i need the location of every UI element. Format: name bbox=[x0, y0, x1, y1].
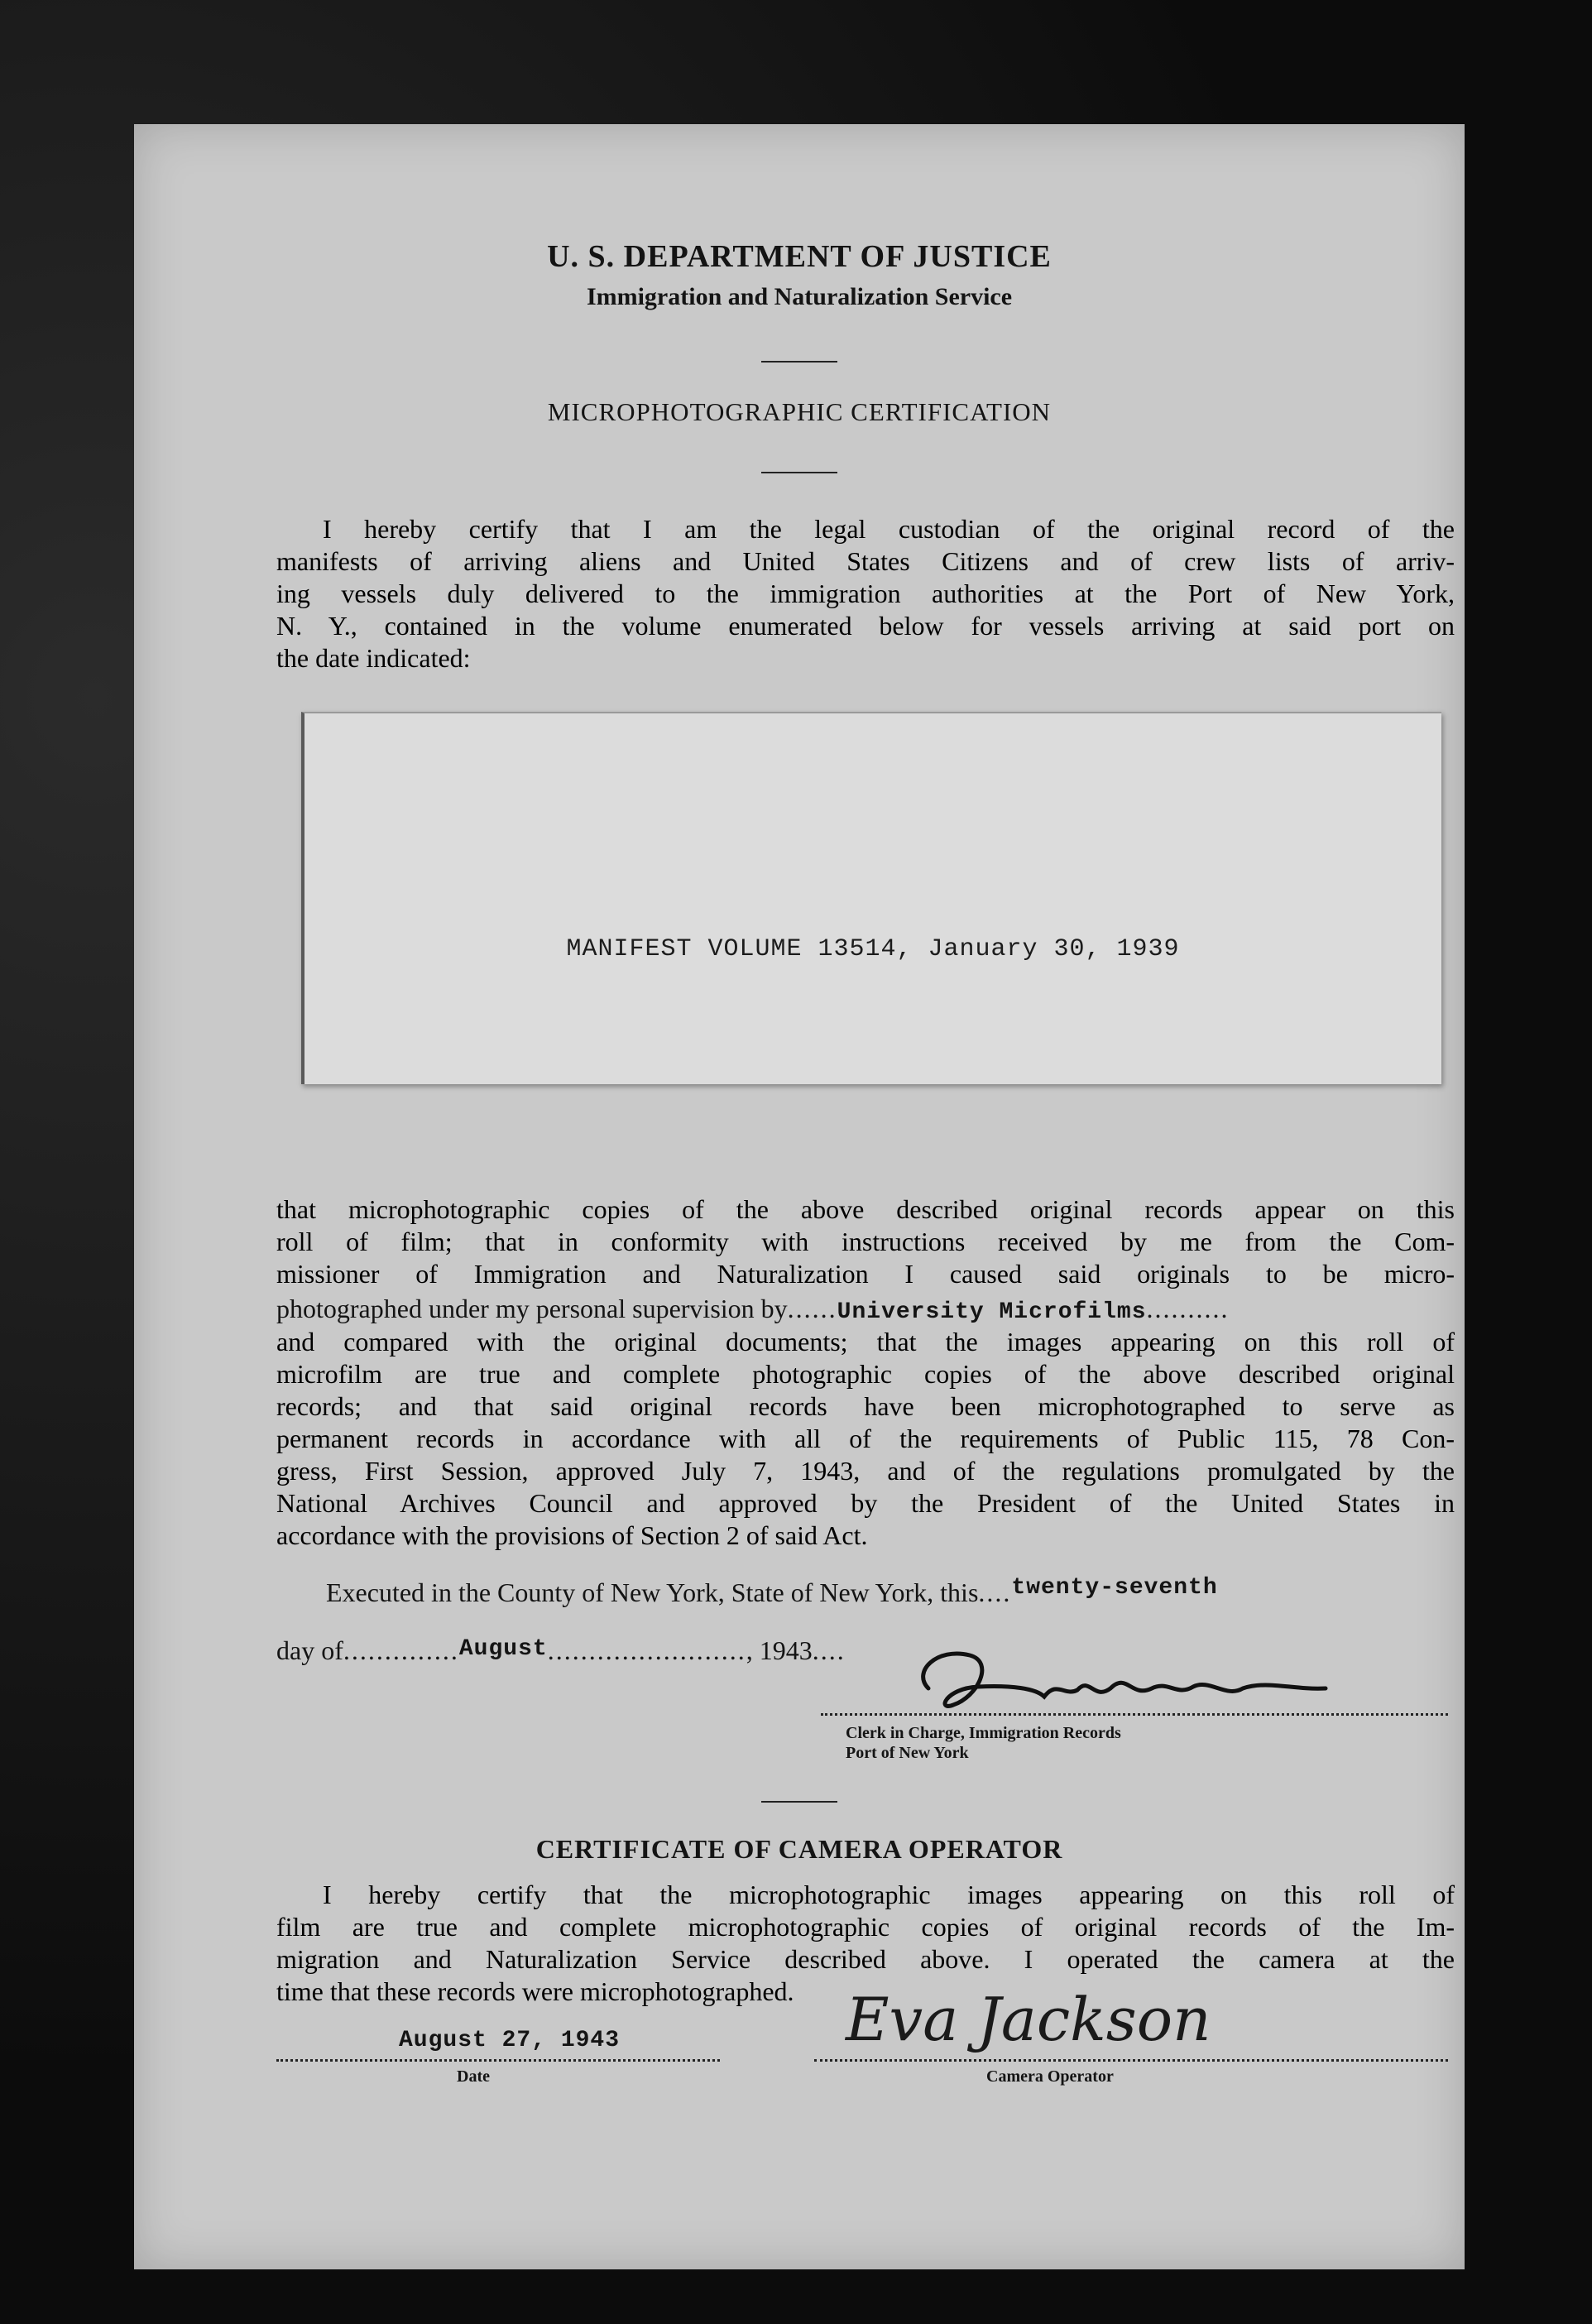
manifest-volume-text: MANIFEST VOLUME 13514, January 30, 1939 bbox=[566, 935, 1180, 963]
supervisor-name: University Microfilms bbox=[837, 1299, 1147, 1325]
operator-signature: Eva Jackson bbox=[846, 1985, 1211, 2054]
camera-line: I hereby certify that the microphotographic images appearing on this roll of bbox=[323, 1880, 1455, 1909]
intro-line: the date indicated: bbox=[276, 643, 471, 673]
certification-title: MICROPHOTOGRAPHIC CERTIFICATION bbox=[547, 397, 1052, 426]
camera-line: time that these records were microphotographed. bbox=[276, 1976, 794, 2006]
certification-body bbox=[276, 1193, 1455, 1290]
camera-date-value: August 27, 1943 bbox=[399, 2028, 621, 2053]
year-value: , 1943 bbox=[746, 1635, 813, 1665]
body-line: records; and that said original records have been microphotographed to serve as bbox=[276, 1391, 1455, 1421]
month-value: August bbox=[458, 1636, 548, 1662]
clerk-signature-line bbox=[821, 1713, 1448, 1716]
body-line: National Archives Council and approved by the President of the United States in bbox=[276, 1488, 1455, 1518]
supervision-prefix: photographed under my personal supervision by bbox=[276, 1294, 788, 1323]
intro-line: ing vessels duly delivered to the immigration authorities at the Port of New York, bbox=[276, 579, 1455, 608]
intro-line: I hereby certify that I am the legal custodian of the original record of the bbox=[323, 514, 1455, 544]
clerk-title bbox=[846, 1723, 1121, 1763]
service-subheading: Immigration and Naturalization Service bbox=[586, 283, 1013, 310]
executed-day: twenty-seventh bbox=[1011, 1575, 1218, 1601]
manifest-insert-slip bbox=[301, 712, 1441, 1084]
intro-line: manifests of arriving aliens and United States Citizens and of crew lists of arriv- bbox=[276, 546, 1455, 576]
divider bbox=[761, 1801, 837, 1803]
body-line: microfilm are true and complete photographic copies of the above described original bbox=[276, 1359, 1455, 1389]
camera-certificate-title: CERTIFICATE OF CAMERA OPERATOR bbox=[535, 1834, 1063, 1864]
body-line: gress, First Session, approved July 7, 1943, and of the regulations promulgated by the bbox=[276, 1456, 1455, 1486]
intro-line: N. Y., contained in the volume enumerated below for vessels arriving at said port on bbox=[276, 611, 1455, 641]
certification-body-continued bbox=[276, 1326, 1455, 1552]
department-heading: U. S. DEPARTMENT OF JUSTICE bbox=[547, 239, 1052, 274]
date-line bbox=[276, 2059, 720, 2062]
body-line: and compared with the original documents; that the images appearing on this roll of bbox=[276, 1327, 1455, 1356]
clerk-title-line: Port of New York bbox=[846, 1744, 969, 1762]
supervision-line: photographed under my personal supervision by......University Microfilms.......... bbox=[276, 1294, 1230, 1325]
operator-signature-line bbox=[814, 2059, 1448, 2062]
body-line: permanent records in accordance with all of the requirements of Public 115, 78 Con- bbox=[276, 1424, 1455, 1453]
executed-line: Executed in the County of New York, State of New York, this....twenty-seventh bbox=[326, 1575, 1218, 1607]
body-line: that microphotographic copies of the above described original records appear on this bbox=[276, 1194, 1455, 1224]
divider bbox=[761, 472, 837, 473]
divider bbox=[761, 361, 837, 363]
day-of-line: day of..............August........................, 1943.... bbox=[276, 1635, 846, 1665]
clerk-signature bbox=[879, 1639, 1392, 1730]
day-of-prefix: day of bbox=[276, 1635, 343, 1665]
body-line: missioner of Immigration and Naturalization I caused said originals to be micro- bbox=[276, 1259, 1455, 1289]
camera-line: migration and Naturalization Service described above. I operated the camera at the bbox=[276, 1944, 1455, 1974]
body-line: accordance with the provisions of Section 2 of said Act. bbox=[276, 1520, 868, 1550]
body-line: roll of film; that in conformity with instructions received by me from the Com- bbox=[276, 1227, 1455, 1256]
intro-paragraph bbox=[276, 513, 1455, 675]
camera-line: film are true and complete microphotographic copies of original records of the Im- bbox=[276, 1912, 1455, 1942]
clerk-title-line: Clerk in Charge, Immigration Records bbox=[846, 1724, 1121, 1742]
executed-prefix: Executed in the County of New York, State of New York, this bbox=[326, 1577, 979, 1607]
certificate-page bbox=[134, 124, 1465, 2269]
operator-label: Camera Operator bbox=[986, 2067, 1114, 2086]
date-label: Date bbox=[457, 2067, 490, 2086]
